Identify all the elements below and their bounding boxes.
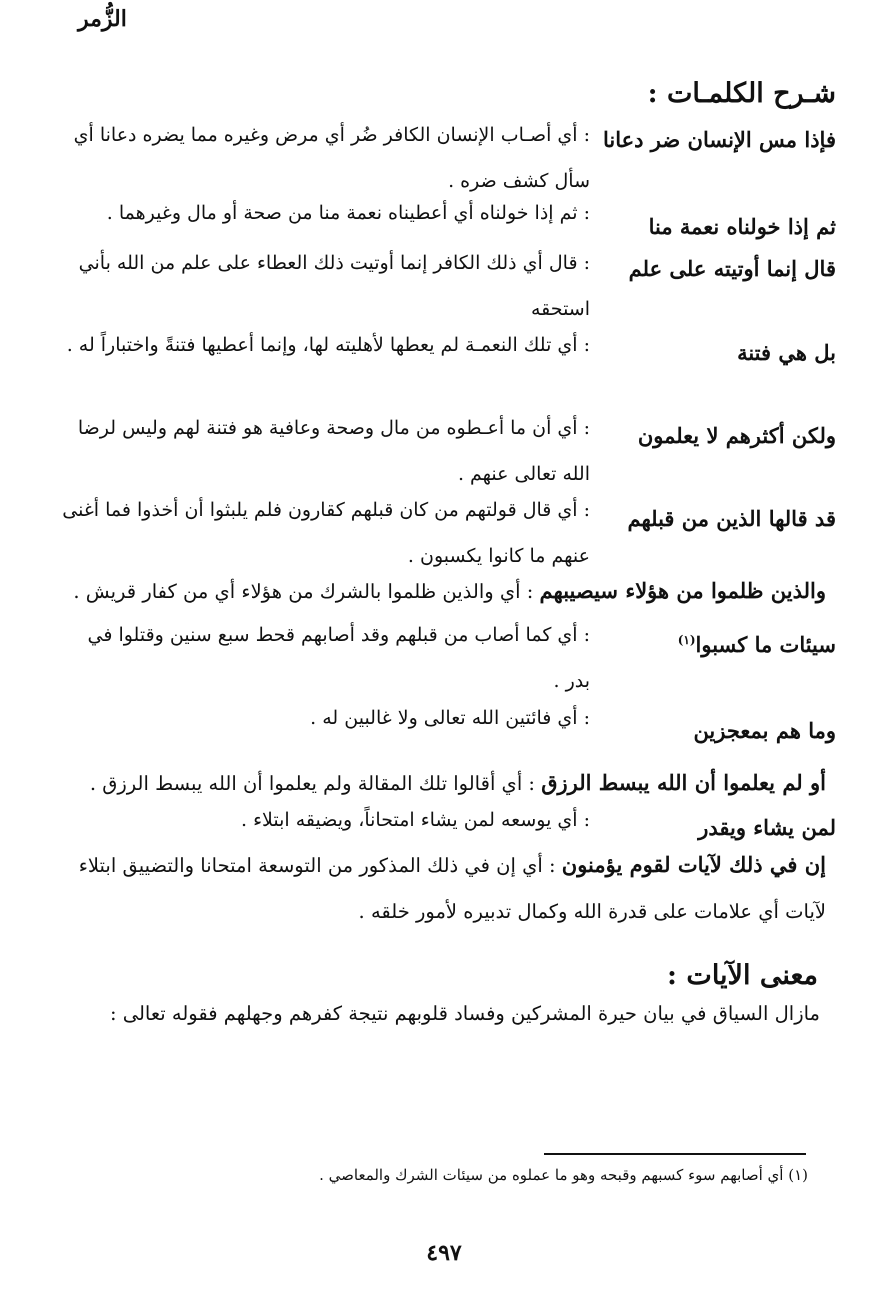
glossary-term-with-footnote (678, 632, 836, 657)
glossary-explanation: : أي أن ما أعـطوه من مال وصحة وعافية هو فتنة لهم وليس لرضا الله تعالى عنهم . (77, 417, 590, 485)
glossary-section-title: شـرح الكلمـات : (647, 78, 836, 109)
glossary-row (56, 842, 826, 935)
glossary-explanation: : أي إن في ذلك المذكور من التوسعة امتحانا والتضييق ابتلاء لآيات أي علامات على قدرة الله وكمال تدبيره لأمور خلقه . (78, 854, 826, 923)
glossary-explanation: : أي قال قولتهم من كان قبلهم كقارون فلم يلبثوا أن أخذوا فما أغنى عنهم ما كانوا يكسبون . (62, 499, 590, 567)
glossary-explanation: : أي كما أصاب من قبلهم وقد أصابهم قحط سبع سنين وقتلوا في بدر . (87, 624, 590, 692)
glossary-row (90, 770, 826, 795)
glossary-term: ثم إذا خولناه نعمة منا (648, 214, 836, 239)
glossary-term: فإذا مس الإنسان ضر دعانا (602, 127, 836, 152)
footnote-text: (١) أي أصابهم سوء كسبهم وقبحه وهو ما عملوه من سيئات الشرك والمعاصي . (319, 1166, 808, 1184)
footnote-separator (544, 1153, 806, 1155)
glossary-term: بل هي فتنة (737, 340, 836, 365)
glossary-explanation: : أي والذين ظلموا بالشرك من هؤلاء أي من كفار قريش . (73, 580, 534, 603)
glossary-explanation: : أي يوسعه لمن يشاء امتحاناً، ويضيقه ابتلاء . (241, 809, 590, 831)
footnote-marker[interactable]: (١) (677, 633, 696, 647)
meaning-section-title: معنى الآيات : (667, 960, 818, 991)
glossary-explanation: : أي أصـاب الإنسان الكافر ضُر أي مرض وغيره مما يضره دعانا أي سأل كشف ضره . (73, 124, 590, 192)
glossary-row (73, 578, 826, 603)
glossary-term: وما هم بمعجزين (693, 718, 836, 743)
glossary-term: سيئات ما كسبوا (695, 632, 836, 657)
glossary-explanation: : قال أي ذلك الكافر إنما أوتيت ذلك العطاء على علم من الله بأني استحقه (78, 252, 590, 320)
running-header-sura-name: الزُّمر (78, 6, 127, 32)
meaning-paragraph: مازال السياق في بيان حيرة المشركين وفساد قلوبهم نتيجة كفرهم وجهلهم فقوله تعالى : (109, 1002, 820, 1025)
glossary-term: قال إنما أوتيته على علم (628, 256, 836, 281)
glossary-term: لمن يشاء ويقدر (698, 815, 836, 840)
glossary-term: قد قالها الذين من قبلهم (627, 506, 836, 531)
glossary-explanation: : أي فائتين الله تعالى ولا غالبين له . (310, 707, 590, 729)
glossary-explanation: : أي أقالوا تلك المقالة ولم يعلموا أن الله يبسط الرزق . (89, 772, 536, 795)
glossary-explanation: : أي تلك النعمـة لم يعطها لأهليته لها، وإنما أعطيها فتنةً واختباراً له . (66, 334, 590, 356)
glossary-term: ولكن أكثرهم لا يعلمون (637, 423, 836, 448)
glossary-explanation: : ثم إذا خولناه أي أعطيناه نعمة منا من صحة أو مال وغيرهما . (106, 202, 590, 224)
glossary-term: إن في ذلك لآيات لقوم يؤمنون (561, 852, 826, 877)
glossary-term: أو لم يعلموا أن الله يبسط الرزق (541, 770, 826, 795)
glossary-term: والذين ظلموا من هؤلاء سيصيبهم (539, 578, 826, 603)
page-number: ٤٩٧ (426, 1240, 462, 1266)
